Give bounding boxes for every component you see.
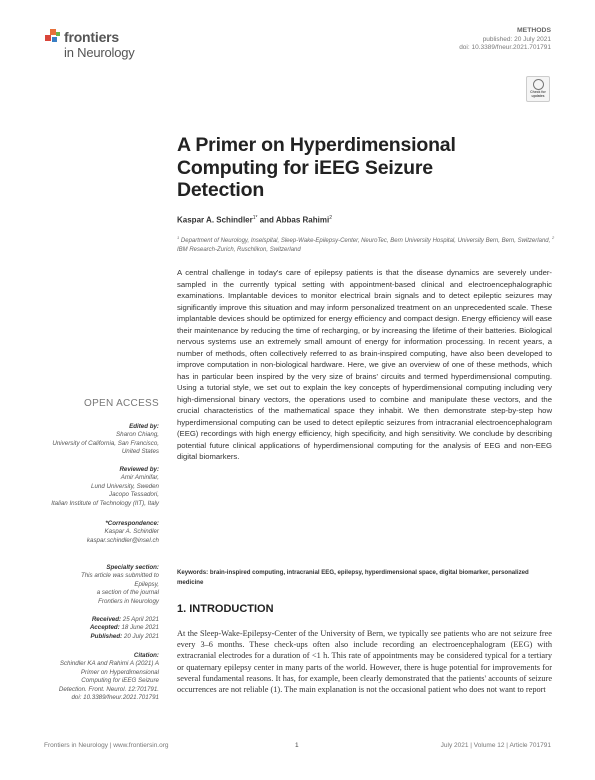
- citation-line: Computing for iEEG Seizure: [81, 677, 159, 685]
- affiliation: IBM Research-Zurich, Ruschlikon, Switzerland: [177, 247, 301, 253]
- specialty-block: [44, 564, 159, 606]
- reviewer-line: Jacopo Tessadori,: [109, 491, 159, 499]
- footer-journal[interactable]: Frontiers in Neurology | www.frontiersin.org: [44, 742, 169, 749]
- specialty-line: Epilepsy,: [134, 580, 159, 588]
- correspondence-name: Kaspar A. Schindler: [104, 528, 159, 536]
- reviewer-line: Lund University, Sweden: [91, 482, 159, 490]
- reviewer-line: Italian Institute of Technology (IIT), Italy: [51, 499, 159, 507]
- edited-by-heading: Edited by:: [129, 423, 159, 430]
- author-name[interactable]: Kaspar A. Schindler: [177, 215, 253, 225]
- specialty-line: a section of the journal: [96, 589, 159, 597]
- published-date: published: 20 July 2021: [482, 35, 551, 43]
- author-sup: 2: [329, 215, 332, 221]
- editor-line: United States: [121, 448, 159, 456]
- section-heading: 1. INTRODUCTION: [177, 603, 274, 615]
- correspondence-block: [44, 520, 159, 545]
- check-for-updates-badge[interactable]: [526, 76, 550, 102]
- reviewed-by-block: [44, 466, 159, 508]
- article-title: A Primer on Hyperdimensional Computing for iEEG Seizure Detection: [177, 134, 456, 201]
- specialty-line: This article was submitted to: [80, 572, 159, 580]
- specialty-heading: Specialty section:: [106, 564, 159, 571]
- abstract: A central challenge in today's care of epilepsy patients is that the disease dynamics are severely under-sampled in the currently typical setting with appointment-based clinical and electroencephalographic examinations. Implantable devices to monitor electrical brain signals and to detect epileptic seizures may significantly improve this situation and may inform personalized treatment on an unprecedented scale. These implantable devices should be optimized for energy efficiency and compact design. Energy efficiency will ease their maintenance by reducing the time of recharging, or by increasing the lifetime of their batteries. Biological nervous systems use an extremely small amount of energy for information processing. In recent years, a number of methods, often collectively referred to as brain-inspired computing, have also been developed to improve computation in non-biological hardware. Here, we give an overview of one of these methods, which has in particular been inspired by the very size of brains' circuits and termed hyperdimensional computing. Using a tutorial style, we set out to explain the key concepts of hyperdimensional computing including very high-dimensional binary vectors, the operations used to combine and manipulate these vectors, and the crucial characteristics of the mathematical space they inhabit. We then demonstrate step-by-step how hyperdimensional computing can be used to detect epileptic seizures from intracranial electroencephalogram (EEG) recordings with high energy efficiency, high specificity, and high sensitivity. We conclude by describing potential future clinical applications of hyperdimensional computing for the analysis of EEG and non-EEG digital biomarkers.: [177, 268, 552, 461]
- reviewed-by-heading: Reviewed by:: [119, 466, 159, 473]
- footer-volume: July 2021 | Volume 12 | Article 701791: [440, 742, 551, 749]
- affil-sup: 1: [177, 235, 180, 240]
- logo-text-journal: in Neurology: [64, 45, 135, 60]
- published-date-sidebar: 20 July 2021: [122, 632, 159, 640]
- keywords: [177, 568, 552, 587]
- received-label: Received:: [91, 616, 122, 623]
- published-label: Published:: [90, 632, 123, 640]
- doi-link[interactable]: doi: 10.3389/fneur.2021.701791: [459, 44, 551, 52]
- author-separator: and: [257, 215, 276, 225]
- specialty-line: Frontiers in Neurology: [98, 597, 159, 605]
- citation-line[interactable]: doi: 10.3389/fneur.2021.701791: [71, 694, 159, 702]
- accepted-label: Accepted:: [89, 624, 120, 632]
- citation-line: Schindler KA and Rahimi A (2021) A: [59, 660, 159, 668]
- frontiers-logo-icon: [44, 28, 62, 46]
- correspondence-heading: *Correspondence:: [105, 520, 159, 527]
- affil-sup: 2: [551, 235, 555, 240]
- keywords-text: brain-inspired computing, intracranial EEG, epilepsy, hyperdimensional space, digital biomarker, personalized medicine: [177, 569, 529, 586]
- edited-by-block: [44, 423, 159, 457]
- article-type: METHODS: [517, 27, 551, 34]
- reviewer-line: Amir Aminifar,: [120, 474, 159, 482]
- dates-block: [44, 616, 159, 641]
- badge-label-2: updates: [531, 94, 545, 98]
- affiliations: [177, 233, 557, 255]
- intro-paragraph: At the Sleep-Wake-Epilepsy-Center of the University of Bern, we typically see patients who are not seizure free every 3–6 months. These check-ups often also include recording an electroencephalogram (EEG) with extracranial electrodes for a duration of <1 h. This rate of appointments may be considered typical for a tertiary or quaternary epilepsy center in many parts of the world. However, there is huge potential for improvements for several fundamental reasons. It has, for example, been clearly demonstrated that the patients' accounts of seizure occurrences are not reliable (1). The main explanation is not the occasional patient who does not want to report: [177, 629, 552, 695]
- received-date: 25 April 2021: [121, 616, 159, 623]
- check-updates-icon: [533, 79, 544, 90]
- editor-line: University of California, San Francisco,: [52, 439, 159, 447]
- author-name[interactable]: Abbas Rahimi: [275, 215, 330, 225]
- accepted-date: 18 June 2021: [119, 624, 159, 632]
- citation-block: [44, 652, 159, 702]
- citation-line: Detection. Front. Neurol. 12:701791.: [58, 685, 159, 693]
- author-list: [177, 215, 332, 225]
- page-number: 1: [295, 742, 299, 749]
- citation-heading: Citation:: [133, 652, 159, 659]
- article-meta: [459, 27, 551, 53]
- citation-line: Primer on Hyperdimensional: [80, 668, 159, 676]
- editor-line: Sharon Chiang,: [116, 431, 159, 439]
- correspondence-email[interactable]: kaspar.schindler@insel.ch: [86, 536, 159, 544]
- author-sup: 1*: [252, 215, 258, 221]
- logo-text-frontiers: frontiers: [64, 29, 119, 45]
- affiliation: Department of Neurology, Inselspital, Sleep-Wake-Epilepsy-Center, NeuroTec, Bern University Hospital, University Bern, Bern, Switzerland,: [179, 238, 552, 244]
- keywords-label: Keywords:: [177, 569, 209, 576]
- journal-logo: [44, 26, 164, 62]
- open-access-label: OPEN ACCESS: [84, 398, 159, 409]
- badge-label-1: Check for: [530, 90, 546, 94]
